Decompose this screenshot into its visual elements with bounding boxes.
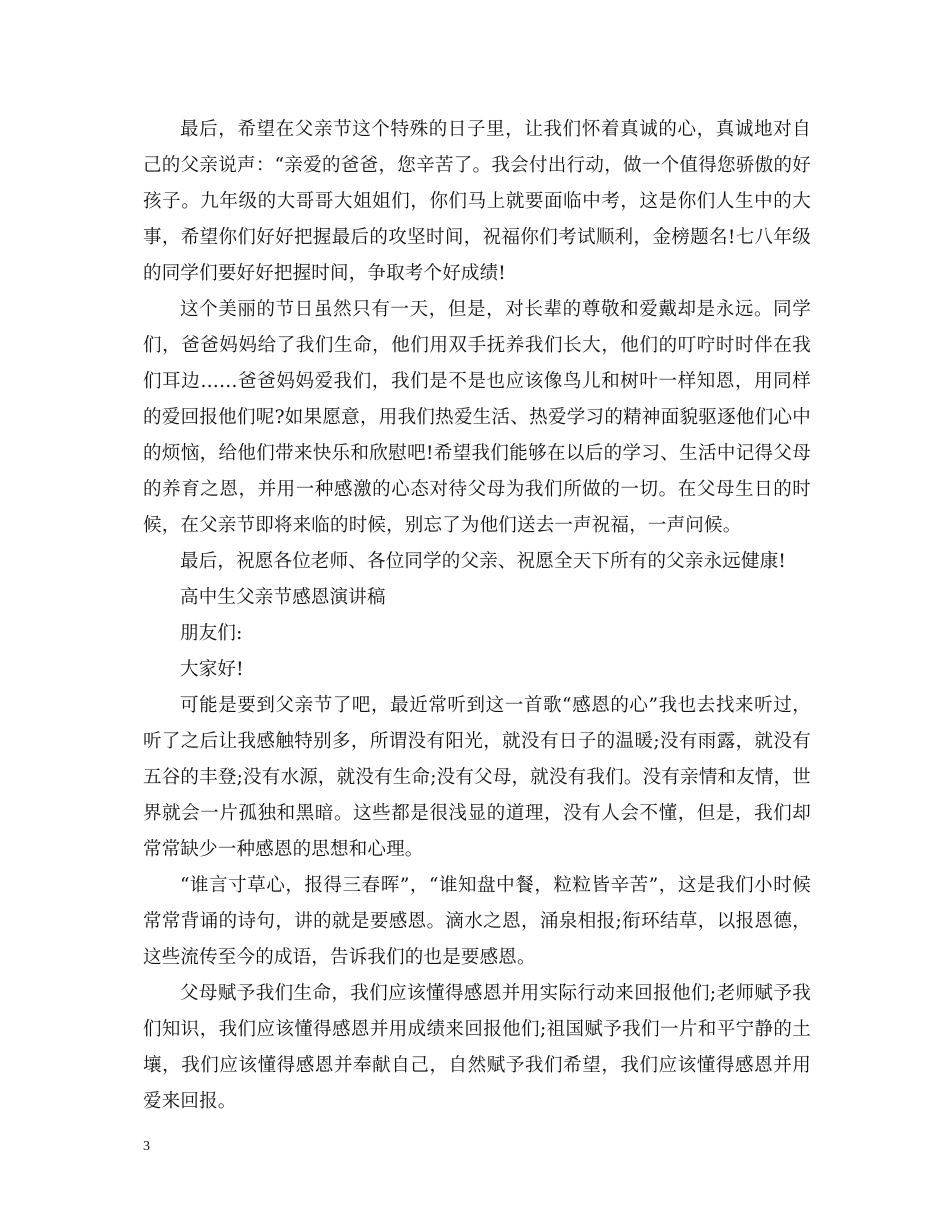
greeting: 大家好! xyxy=(180,659,244,680)
paragraph-final-blessing: 最后，祝愿各位老师、各位同学的父亲、祝愿全天下所有的父亲永远健康! xyxy=(180,551,787,572)
document-body xyxy=(143,112,811,1120)
paragraph-repay: 父母赋予我们生命，我们应该懂得感恩并用实际行动来回报他们;老师赋予我们知识，我们应该懂得感恩并用成绩来回报他们;祖国赋予我们一片和平宁静的土壤，我们应该懂得感恩并奉献自己，自然赋予我们希望，我们应该懂得感恩并用爱来回报。 xyxy=(143,983,811,1112)
speech-title: 高中生父亲节感恩演讲稿 xyxy=(180,587,386,608)
paragraph-song: 可能是要到父亲节了吧，最近常听到这一首歌“感恩的心”我也去找来听过，听了之后让我感触特别多，所谓没有阳光，就没有日子的温暖;没有雨露，就没有五谷的丰登;没有水源，就没有生命;没有父母，就没有我们。没有亲情和友情，世界就会一片孤独和黑暗。这些都是很浅显的道理，没有人会不懂，但是，我们却常常缺少一种感恩的思想和心理。 xyxy=(143,695,811,860)
salutation: 朋友们: xyxy=(180,623,243,644)
paragraph-gratitude: 这个美丽的节日虽然只有一天，但是，对长辈的尊敬和爱戴却是永远。同学们，爸爸妈妈给了我们生命，他们用双手抚养我们长大，他们的叮咛时时伴在我们耳边……爸爸妈妈爱我们，我们是不是也应该像鸟儿和树叶一样知恩，用同样的爱回报他们呢?如果愿意，用我们热爱生活、热爱学习的精神面貌驱逐他们心中的烦恼，给他们带来快乐和欣慰吧!希望我们能够在以后的学习、生活中记得父母的养育之恩，并用一种感激的心态对待父母为我们所做的一切。在父母生日的时候，在父亲节即将来临的时候，别忘了为他们送去一声祝福，一声问候。 xyxy=(143,299,811,536)
paragraph-closing-wishes: 最后，希望在父亲节这个特殊的日子里，让我们怀着真诚的心，真诚地对自己的父亲说声：“亲爱的爸爸，您辛苦了。我会付出行动，做一个值得您骄傲的好孩子。九年级的大哥哥大姐姐们，你们马上就要面临中考，这是你们人生中的大事，希望你们好好把握最后的攻坚时间，祝福你们考试顺利，金榜题名!七八年级的同学们要好好把握时间，争取考个好成绩! xyxy=(143,119,811,284)
paragraph-poems: “谁言寸草心，报得三春晖”，“谁知盘中餐，粒粒皆辛苦”，这是我们小时候常常背诵的诗句，讲的就是要感恩。滴水之恩，涌泉相报;衔环结草，以报恩德，这些流传至今的成语，告诉我们的也是要感恩。 xyxy=(143,875,811,968)
page-number: 3 xyxy=(143,1139,150,1154)
